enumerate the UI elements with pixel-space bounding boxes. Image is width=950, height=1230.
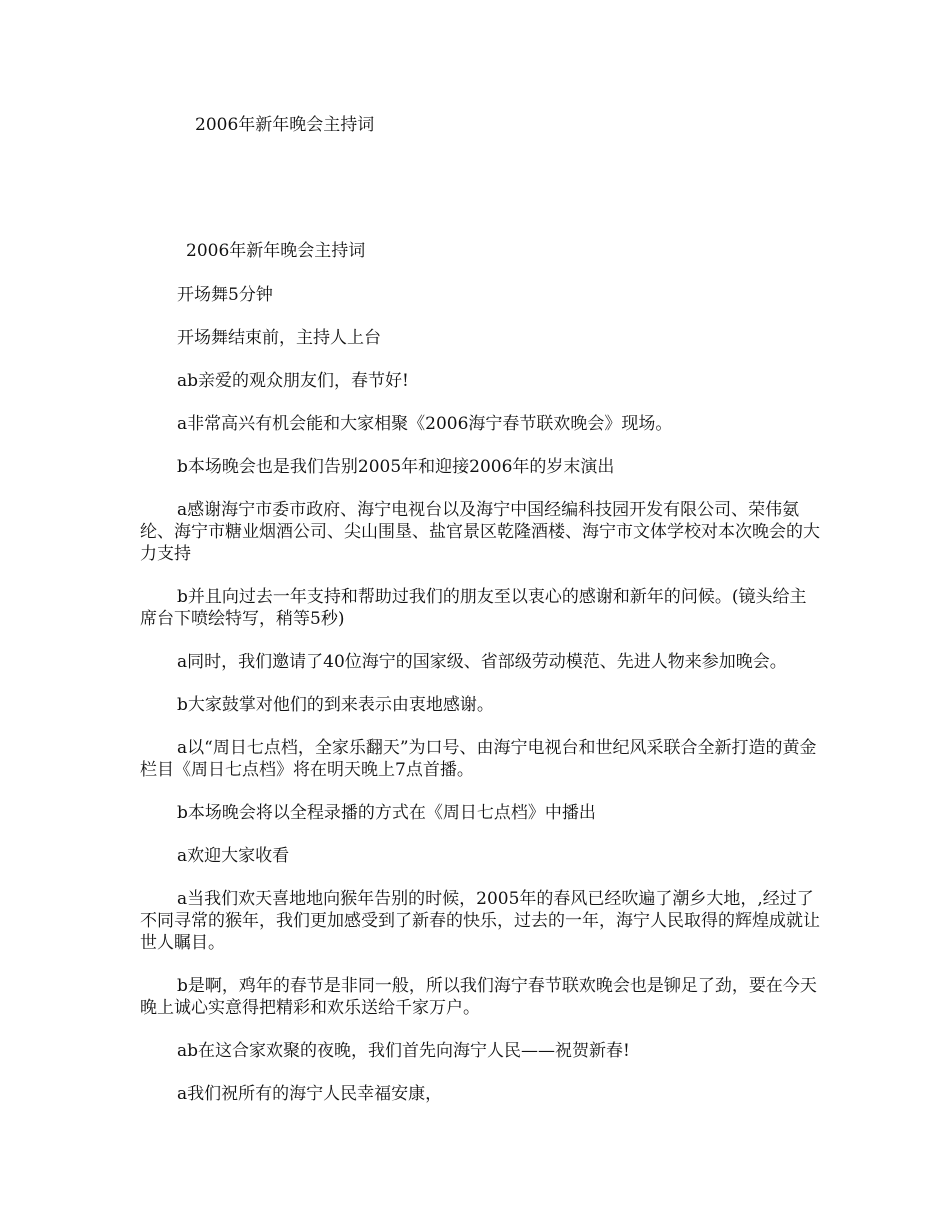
paragraph: a同时，我们邀请了40位海宁的国家级、省部级劳动模范、先进人物来参加晚会。: [177, 652, 787, 672]
paragraph: b是啊，鸡年的春节是非同一般，所以我们海宁春节联欢晚会也是铆足了劲，要在今天晚上诚心实意得把精彩和欢乐送给千家万户。: [140, 976, 817, 1018]
paragraph: a感谢海宁市委市政府、海宁电视台以及海宁中国经编科技园开发有限公司、荣伟氨纶、海宁市糖业烟酒公司、尖山围垦、盐官景区乾隆酒楼、海宁市文体学校对本次晚会的大力支持: [140, 500, 820, 564]
paragraph: b并且向过去一年支持和帮助过我们的朋友至以衷心的感谢和新年的问候。(镜头给主席台下喷绘特写，稍等5秒): [140, 587, 807, 629]
paragraph: a欢迎大家收看: [177, 846, 290, 866]
paragraph: b大家鼓掌对他们的到来表示由衷地感谢。: [177, 695, 494, 715]
paragraph: a我们祝所有的海宁人民幸福安康，: [177, 1084, 443, 1104]
paragraph: a非常高兴有机会能和大家相聚《2006海宁春节联欢晚会》现场。: [177, 414, 673, 434]
paragraph: ab亲爱的观众朋友们，春节好!: [177, 371, 409, 391]
paragraph: a当我们欢天喜地地向猴年告别的时候，2005年的春风已经吹遍了潮乡大地，,经过了不同寻常的猴年，我们更加感受到了新春的快乐，过去的一年，海宁人民取得的辉煌成就让世人瞩目。: [140, 889, 820, 953]
document-heading: 2006年新年晚会主持词: [186, 241, 366, 261]
paragraph: ab在这合家欢聚的夜晚，我们首先向海宁人民——祝贺新春!: [177, 1041, 630, 1061]
paragraph: b本场晚会将以全程录播的方式在《周日七点档》中播出: [177, 803, 596, 823]
document-title: 2006年新年晚会主持词: [195, 115, 375, 135]
document-body: [140, 240, 820, 1126]
paragraph: a以“周日七点档，全家乐翻天”为口号、由海宁电视台和世纪风采联合全新打造的黄金栏目《周日七点档》将在明天晚上7点首播。: [140, 738, 817, 780]
paragraph: 开场舞5分钟: [177, 285, 273, 305]
paragraph: b本场晚会也是我们告别2005年和迎接2006年的岁末演出: [177, 457, 615, 477]
paragraph: 开场舞结束前，主持人上台: [177, 328, 381, 348]
